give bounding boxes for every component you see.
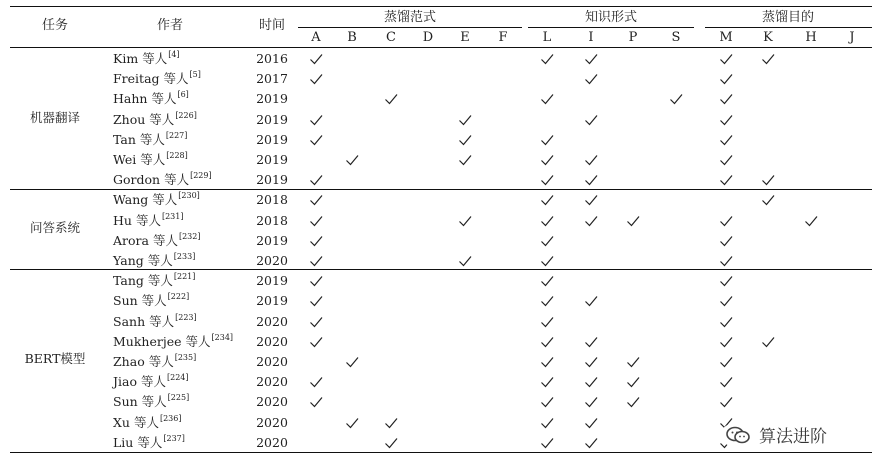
check-mark-H-row-8 <box>803 214 819 228</box>
citation-ref: [230] <box>178 191 200 200</box>
check-mark-M-row-17 <box>718 395 734 409</box>
author-cell <box>113 294 189 310</box>
wechat-icon <box>721 424 755 446</box>
author-cell <box>113 274 195 290</box>
author-cell <box>113 214 183 230</box>
author-name: Sun <box>113 293 138 308</box>
check-mark-M-row-3 <box>718 113 734 127</box>
citation-ref: [222] <box>167 292 190 301</box>
author-suffix: 等人 <box>152 233 178 248</box>
author-name: Mukherjee <box>113 334 182 349</box>
check-mark-L-row-19 <box>539 436 555 450</box>
header-code-h: H <box>805 30 817 45</box>
check-mark-L-row-12 <box>539 294 555 308</box>
check-mark-L-row-6 <box>539 173 555 187</box>
check-mark-A-row-9 <box>308 234 324 248</box>
task-label-mt: 机器翻译 <box>29 110 81 125</box>
author-cell <box>113 72 201 88</box>
header-code-j: J <box>849 30 855 45</box>
author-cell <box>113 52 180 68</box>
author-suffix: 等人 <box>147 253 173 268</box>
check-mark-L-row-18 <box>539 416 555 430</box>
author-name: Freitag <box>113 71 160 86</box>
year-cell: 2020 <box>256 415 288 430</box>
purpose-underline <box>705 27 872 28</box>
author-cell <box>113 92 189 108</box>
author-name: Kim <box>113 51 139 66</box>
check-mark-L-row-16 <box>539 375 555 389</box>
check-mark-M-row-10 <box>718 254 734 268</box>
citation-ref: [226] <box>175 111 197 120</box>
header-code-c: C <box>386 30 396 45</box>
header-code-k: K <box>763 30 773 45</box>
check-mark-M-row-4 <box>718 133 734 147</box>
check-mark-A-row-3 <box>308 113 324 127</box>
watermark-text: 算法进阶 <box>759 427 827 447</box>
check-mark-M-row-6 <box>718 173 734 187</box>
year-cell: 2019 <box>256 172 288 187</box>
check-mark-M-row-0 <box>718 52 734 66</box>
header-code-m: M <box>719 30 733 45</box>
check-mark-L-row-5 <box>539 153 555 167</box>
check-mark-C-row-18 <box>383 416 399 430</box>
year-cell: 2016 <box>256 51 288 66</box>
header-code-b: B <box>347 30 357 45</box>
author-name: Xu <box>113 415 130 430</box>
citation-ref: [231] <box>161 212 184 221</box>
check-mark-M-row-14 <box>718 335 734 349</box>
check-mark-I-row-6 <box>583 173 599 187</box>
year-cell: 2020 <box>256 394 288 409</box>
check-mark-P-row-8 <box>625 214 641 228</box>
table-bottom-rule <box>10 452 872 453</box>
year-cell: 2020 <box>256 334 288 349</box>
check-mark-I-row-12 <box>583 294 599 308</box>
check-mark-M-row-5 <box>718 153 734 167</box>
check-mark-M-row-2 <box>718 92 734 106</box>
year-cell: 2019 <box>256 152 288 167</box>
year-cell: 2018 <box>256 192 288 207</box>
check-mark-B-row-15 <box>344 355 360 369</box>
header-knowledge: 知识形式 <box>584 10 638 25</box>
author-cell <box>113 234 200 250</box>
citation-ref: [229] <box>190 171 212 180</box>
author-suffix: 等人 <box>149 112 175 127</box>
check-mark-I-row-16 <box>583 375 599 389</box>
check-mark-E-row-4 <box>457 133 473 147</box>
author-suffix: 等人 <box>149 314 175 329</box>
author-cell <box>113 335 233 351</box>
year-cell: 2018 <box>256 213 288 228</box>
author-name: Zhou <box>113 112 146 127</box>
author-suffix: 等人 <box>139 132 165 147</box>
author-name: Wang <box>113 192 149 207</box>
author-name: Wei <box>113 152 137 167</box>
citation-ref: [232] <box>178 232 201 241</box>
check-mark-I-row-7 <box>583 193 599 207</box>
author-cell <box>113 113 197 129</box>
year-cell: 2020 <box>256 253 288 268</box>
author-name: Tang <box>113 273 144 288</box>
citation-ref: [227] <box>165 131 188 140</box>
paradigm-underline <box>298 27 522 28</box>
author-cell <box>113 355 196 371</box>
author-cell <box>113 395 189 411</box>
author-suffix: 等人 <box>141 394 167 409</box>
header-code-l: L <box>542 30 552 45</box>
year-cell: 2020 <box>256 354 288 369</box>
author-suffix: 等人 <box>140 374 166 389</box>
check-mark-A-row-6 <box>308 173 324 187</box>
author-name: Hahn <box>113 91 148 106</box>
header-code-d: D <box>422 30 434 45</box>
author-name: Gordon <box>113 172 161 187</box>
header-code-s: S <box>671 30 681 45</box>
check-mark-M-row-15 <box>718 355 734 369</box>
author-suffix: 等人 <box>152 192 178 207</box>
author-suffix: 等人 <box>147 273 173 288</box>
check-mark-L-row-11 <box>539 274 555 288</box>
check-mark-L-row-14 <box>539 335 555 349</box>
year-cell: 2019 <box>256 132 288 147</box>
header-code-e: E <box>460 30 470 45</box>
author-suffix: 等人 <box>163 71 189 86</box>
citation-ref: [4] <box>168 50 180 59</box>
check-mark-A-row-13 <box>308 315 324 329</box>
check-mark-M-row-8 <box>718 214 734 228</box>
author-cell <box>113 133 187 149</box>
check-mark-A-row-4 <box>308 133 324 147</box>
year-cell: 2019 <box>256 112 288 127</box>
author-name: Zhao <box>113 354 145 369</box>
citation-ref: [223] <box>175 313 197 322</box>
check-mark-L-row-9 <box>539 234 555 248</box>
author-name: Hu <box>113 213 132 228</box>
check-mark-A-row-8 <box>308 214 324 228</box>
year-cell: 2019 <box>256 293 288 308</box>
year-cell: 2017 <box>256 71 288 86</box>
author-suffix: 等人 <box>142 51 168 66</box>
author-name: Sanh <box>113 314 146 329</box>
check-mark-I-row-17 <box>583 395 599 409</box>
check-mark-P-row-15 <box>625 355 641 369</box>
author-name: Arora <box>113 233 149 248</box>
check-mark-S-row-2 <box>668 92 684 106</box>
author-cell <box>113 375 189 391</box>
check-mark-L-row-4 <box>539 133 555 147</box>
check-mark-M-row-11 <box>718 274 734 288</box>
check-mark-A-row-16 <box>308 375 324 389</box>
author-suffix: 等人 <box>135 213 161 228</box>
header-purpose: 蒸馏目的 <box>761 10 815 25</box>
check-mark-A-row-7 <box>308 193 324 207</box>
check-mark-P-row-17 <box>625 395 641 409</box>
check-mark-L-row-0 <box>539 52 555 66</box>
author-suffix: 等人 <box>133 415 159 430</box>
author-cell <box>113 416 181 432</box>
check-mark-I-row-3 <box>583 113 599 127</box>
check-mark-E-row-3 <box>457 113 473 127</box>
knowledge-underline <box>528 27 694 28</box>
check-mark-L-row-8 <box>539 214 555 228</box>
check-mark-L-row-7 <box>539 193 555 207</box>
check-mark-A-row-1 <box>308 72 324 86</box>
year-cell: 2019 <box>256 273 288 288</box>
author-cell <box>113 193 200 209</box>
check-mark-M-row-9 <box>718 234 734 248</box>
check-mark-B-row-18 <box>344 416 360 430</box>
check-mark-A-row-14 <box>308 335 324 349</box>
check-mark-A-row-17 <box>308 395 324 409</box>
check-mark-K-row-6 <box>760 173 776 187</box>
year-cell: 2020 <box>256 314 288 329</box>
table-top-rule <box>10 6 872 7</box>
check-mark-L-row-15 <box>539 355 555 369</box>
citation-ref: [228] <box>166 151 188 160</box>
check-mark-I-row-14 <box>583 335 599 349</box>
author-cell <box>113 173 212 189</box>
check-mark-M-row-13 <box>718 315 734 329</box>
check-mark-C-row-2 <box>383 92 399 106</box>
check-mark-L-row-17 <box>539 395 555 409</box>
check-mark-A-row-0 <box>308 52 324 66</box>
check-mark-M-row-1 <box>718 72 734 86</box>
author-name: Jiao <box>113 374 137 389</box>
citation-ref: [6] <box>177 90 189 99</box>
header-author: 作者 <box>156 18 184 33</box>
author-suffix: 等人 <box>137 435 163 450</box>
year-cell: 2019 <box>256 91 288 106</box>
check-mark-I-row-18 <box>583 416 599 430</box>
check-mark-I-row-19 <box>583 436 599 450</box>
citation-ref: [237] <box>163 434 185 443</box>
citation-ref: [235] <box>174 353 197 362</box>
author-cell <box>113 315 197 331</box>
check-mark-L-row-13 <box>539 315 555 329</box>
check-mark-K-row-14 <box>760 335 776 349</box>
check-mark-K-row-0 <box>760 52 776 66</box>
author-suffix: 等人 <box>141 293 167 308</box>
citation-ref: [233] <box>173 252 196 261</box>
header-code-f: F <box>498 30 508 45</box>
check-mark-M-row-12 <box>718 294 734 308</box>
author-suffix: 等人 <box>151 91 177 106</box>
check-mark-P-row-16 <box>625 375 641 389</box>
task-label-bert: BERT模型 <box>24 351 86 366</box>
citation-ref: [234] <box>211 333 234 342</box>
citation-ref: [5] <box>189 70 201 79</box>
check-mark-A-row-11 <box>308 274 324 288</box>
check-mark-I-row-15 <box>583 355 599 369</box>
citation-ref: [236] <box>159 414 182 423</box>
check-mark-E-row-10 <box>457 254 473 268</box>
header-paradigm: 蒸馏范式 <box>383 10 437 25</box>
check-mark-L-row-2 <box>539 92 555 106</box>
header-code-a: A <box>311 30 321 45</box>
check-mark-A-row-12 <box>308 294 324 308</box>
citation-ref: [225] <box>167 393 190 402</box>
year-cell: 2020 <box>256 435 288 450</box>
check-mark-C-row-19 <box>383 436 399 450</box>
check-mark-E-row-5 <box>457 153 473 167</box>
year-cell: 2020 <box>256 374 288 389</box>
header-task: 任务 <box>41 18 69 33</box>
check-mark-L-row-10 <box>539 254 555 268</box>
check-mark-I-row-1 <box>583 72 599 86</box>
check-mark-I-row-5 <box>583 153 599 167</box>
check-mark-M-row-16 <box>718 375 734 389</box>
group-rule-1 <box>10 189 872 190</box>
header-rule <box>10 47 872 48</box>
author-suffix: 等人 <box>140 152 166 167</box>
citation-ref: [224] <box>167 373 189 382</box>
author-cell <box>113 436 185 452</box>
header-code-p: P <box>628 30 638 45</box>
check-mark-I-row-8 <box>583 214 599 228</box>
author-suffix: 等人 <box>185 334 211 349</box>
author-cell <box>113 153 188 169</box>
header-time: 时间 <box>258 18 286 33</box>
check-mark-E-row-8 <box>457 214 473 228</box>
author-cell <box>113 254 195 270</box>
year-cell: 2019 <box>256 233 288 248</box>
author-name: Yang <box>113 253 144 268</box>
watermark <box>721 422 827 447</box>
task-label-qa: 问答系统 <box>29 220 81 235</box>
author-name: Tan <box>113 132 136 147</box>
author-name: Sun <box>113 394 138 409</box>
check-mark-I-row-0 <box>583 52 599 66</box>
author-name: Liu <box>113 435 134 450</box>
header-code-i: I <box>588 30 594 45</box>
check-mark-B-row-5 <box>344 153 360 167</box>
check-mark-K-row-7 <box>760 193 776 207</box>
citation-ref: [221] <box>173 272 196 281</box>
author-suffix: 等人 <box>164 172 190 187</box>
author-suffix: 等人 <box>148 354 174 369</box>
check-mark-A-row-10 <box>308 254 324 268</box>
